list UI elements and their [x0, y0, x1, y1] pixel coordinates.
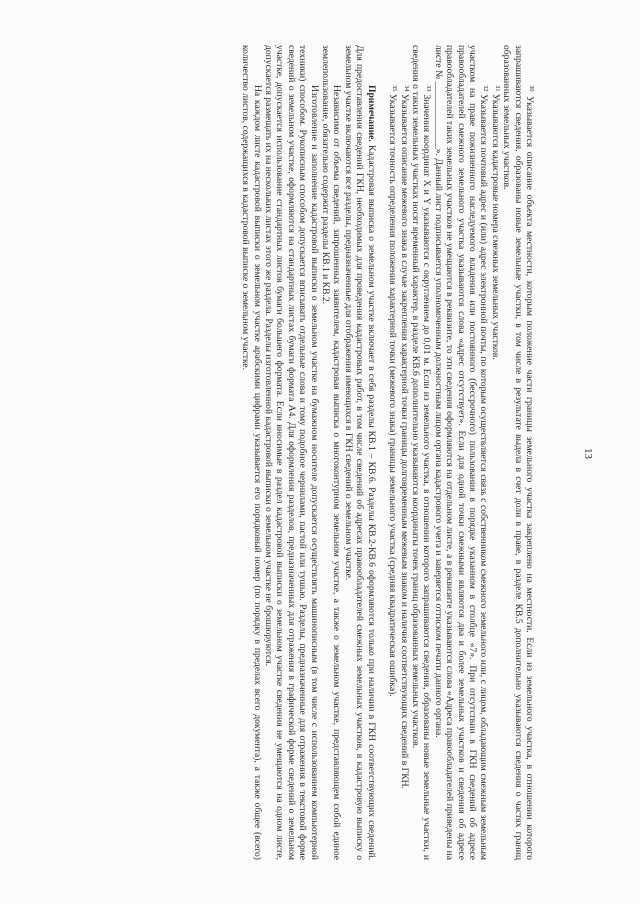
page-number: 13 [582, 448, 594, 459]
footnote-35 [387, 45, 398, 860]
footnote-32 [432, 45, 489, 860]
footnote-mark: 34 [402, 85, 410, 92]
note-paragraph-1 [343, 45, 377, 860]
footnote-text: Указывается описание объекта местности, которым положение части границы земельного участка закреплено на местности. Если из земельного участка, в отношении которого запрашиваются сведения, образованы новые земельные участки, в том числе в результате выдела в счет доли в праве, в разделе КВ.5 дополнительно указываются сведения о частях границ образованных земельных участков. [501, 45, 535, 860]
note-paragraph-2: Независимо от объема сведений, запрошенных заявителем, кадастровая выписка о многоконтурном земельном участке, а также о земельном участке, представляющем собой единое землепользование, обязательно содержит разделы КВ.1 и КВ.2. [320, 45, 343, 860]
footnote-text: Указывается точность определения положения характерной точки (межевого знака) границы земельного участка (средняя квадратическая ошибка). [387, 93, 399, 697]
footnote-mark: 33 [425, 85, 433, 92]
footnote-text: Указываются кадастровые номера смежных земельных участков. [489, 93, 501, 360]
footnote-33 [410, 45, 433, 860]
footnote-text: Указывается почтовый адрес и (или) адрес электронной почты, по которым осуществляется связь с собственником смежного земельного или, с лицом, обладающим смежным земельным участком на праве пожизненного наследуемого владения или постоянного (бессрочного) пользования в порядке указанном в столбце «7». При отсутствии в ГКН сведений об адресе правообладателей смежного земельного участка указываются слова «адрес отсутствует». Если для одной точки смежными являются два и более земельных участков и сведения об адресе правообладателей таких земельных участков не умещаются в реквизите, то эти сведения оформляются на отдельном листе, а в реквизите указываются слова «Адреса правообладателей приведены на листе № ______________». Данный лист подписывается уполномоченным должностным лицом органа кадастрового учета и заверяется оттиском печати данного органа. [432, 45, 490, 860]
page-content [105, 45, 535, 860]
footnote-mark: 32 [482, 85, 490, 92]
footnote-34 [398, 45, 409, 860]
footnote-mark: 35 [391, 85, 399, 92]
note-paragraph-4: На каждом листе кадастровой выписки о земельном участке арабскими цифрами указывается его порядковый номер (по порядку в пределах всего документа), а также общее (всего) количество листов, содержащихся в кадастровой выписке о земельном участке. [240, 45, 263, 860]
footnote-31 [489, 45, 500, 860]
footnote-text: Значения координат X и Y указываются с округлением до 0,01 м. Если из земельного участка, в отношении которого запрашиваются сведения, образованы новые земельные участки, и сведения о таких земельных участках носят временный характер, в разделе КВ.6 дополнительно указываются координаты точек границ образованных земельных участков. [409, 45, 433, 860]
note-label: Примечание. [365, 85, 377, 142]
footnote-mark: 31 [493, 85, 501, 92]
footnote-text: Указывается описание межевого знака в случае закрепления характерной точки границы долговременным межевым знаком и наличия соответствующих сведений в ГКН. [398, 93, 410, 789]
footnote-mark: 30 [528, 85, 535, 92]
note-paragraph-3: Изготовление и заполнение кадастровой выписки о земельном участке на бумажном носителе допускается осуществлять машинописным (в том числе с использованием компьютерной техники) способом. Рукописным способом допускается вписывать отдельные слова и тому подобное чернилами, пастой или тушью. Разделы, предназначенные для отражения в текстовой форме сведений о земельном участке, оформляются на стандартных листах бумаги формата А4. Для оформления разделов, предназначенных для отражения в графической форме сведений о земельном участке, допускается использование стандартных листов бумаги большего формата. Если вносимые в раздел кадастровой выписки о земельном участке сведения не умещаются на одном листе, допускается размещать их на нескольких листах этого же раздела. Разделы изготовленной кадастровой выписки о земельном участке не брошюруются. [263, 45, 320, 860]
note-text: Кадастровая выписка о земельном участке включает в себя разделы КВ.1 – КВ.6. Разделы КВ.2-КВ.6 оформляются только при наличии в ГКН соответствующих сведений. Для предоставления сведений ГКН, необходимых для проведения кадастровых работ, в том числе сведений об адресах правообладателей смежных земельных участков, в кадастровую выписку о земельном участке включаются все разделы, предназначенные для отображения имеющихся в ГКН сведений о земельном участке. [342, 45, 377, 860]
footnote-30 [501, 45, 535, 860]
